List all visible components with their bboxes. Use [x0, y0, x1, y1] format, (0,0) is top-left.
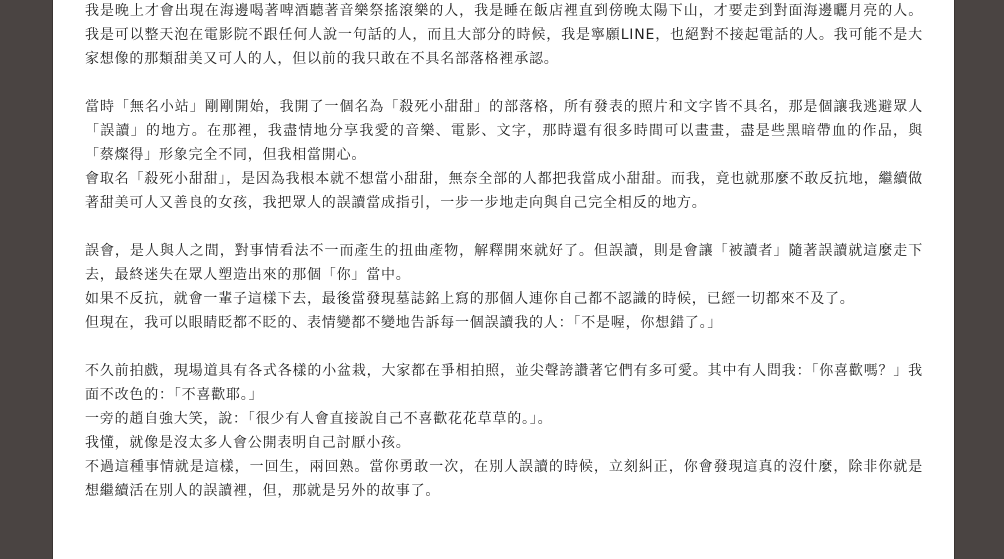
paragraph-spacer: [85, 71, 923, 95]
paragraph: 我是晚上才會出現在海邊喝著啤酒聽著音樂祭搖滾樂的人，我是睡在飯店裡直到傍晚太陽下山，才要走到對面海邊曬月亮的人。我是可以整天泡在電影院不跟任何人說一句話的人，而且大部分的時候，我是寧願LINE，也絕對不接起電話的人。我可能不是大家想像的那類甜美又可人的人，但以前的我只敢在不具名部落格裡承認。: [85, 3, 923, 67]
paragraph: 誤會，是人與人之間，對事情看法不一而產生的扭曲產物，解釋開來就好了。但誤讀，則是會讓「被讀者」隨著誤讀就這麼走下去，最終迷失在眾人塑造出來的那個「你」當中。: [85, 243, 923, 283]
paragraph-spacer: [85, 215, 923, 239]
paragraph: 不過這種事情就是這樣，一回生，兩回熟。當你勇敢一次，在別人誤讀的時候，立刻糾正，你會發現這真的沒什麼，除非你就是想繼續活在別人的誤讀裡，但，那就是另外的故事了。: [85, 459, 923, 499]
article-body: [85, 0, 923, 503]
paragraph: 不久前拍戲，現場道具有各式各樣的小盆栽，大家都在爭相拍照，並尖聲誇讚著它們有多可愛。其中有人問我：「你喜歡嗎？」我面不改色的：「不喜歡耶。」: [85, 363, 923, 403]
paragraph: 會取名「殺死小甜甜」，是因為我根本就不想當小甜甜，無奈全部的人都把我當成小甜甜。而我，竟也就那麼不敢反抗地，繼續做著甜美可人又善良的女孩，我把眾人的誤讀當成指引，一步一步地走向與自己完全相反的地方。: [85, 171, 923, 211]
paragraph: 我懂，就像是沒太多人會公開表明自己討厭小孩。: [85, 435, 411, 451]
paragraph: 如果不反抗，就會一輩子這樣下去，最後當發現墓誌銘上寫的那個人連你自己都不認識的時候，已經一切都來不及了。: [85, 291, 855, 307]
paragraph: 一旁的趙自強大笑，說：「很少有人會直接說自己不喜歡花花草草的。」。: [85, 411, 553, 427]
paragraph-spacer: [85, 335, 923, 359]
paragraph: 當時「無名小站」剛剛開始，我開了一個名為「殺死小甜甜」的部落格，所有發表的照片和文字皆不具名，那是個讓我逃避眾人「誤讀」的地方。在那裡，我盡情地分享我愛的音樂、電影、文字，那時還有很多時間可以畫畫，盡是些黑暗帶血的作品，與「蔡燦得」形象完全不同，但我相當開心。: [85, 99, 923, 163]
paragraph: 但現在，我可以眼睛眨都不眨的、表情變都不變地告訴每一個誤讀我的人：「不是喔，你想錯了。」: [85, 315, 723, 331]
document-page: [52, 0, 955, 559]
